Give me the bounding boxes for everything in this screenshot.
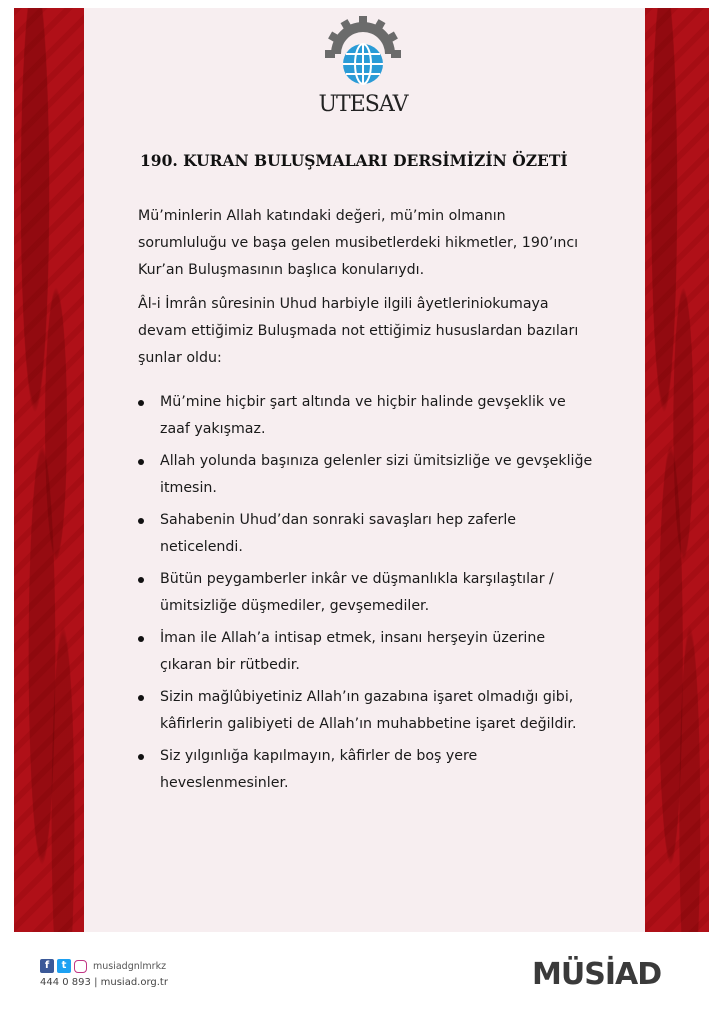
bullet-icon [138, 636, 144, 642]
logo-wordmark: UTESAV [318, 92, 408, 117]
list-item [138, 448, 598, 502]
bullet-icon [138, 400, 144, 406]
summary-list [138, 389, 598, 802]
utesav-logo [318, 14, 408, 124]
bullet-icon [138, 695, 144, 701]
instagram-icon[interactable] [74, 960, 87, 973]
bullet-icon [138, 459, 144, 465]
social-handle[interactable]: musiadgnlmrkz [93, 960, 167, 972]
list-item-text: Bütün peygamberler inkâr ve düşmanlıkla karşılaştılar / ümitsizliğe düşmediler, gevşemediler. [160, 571, 554, 614]
list-item [138, 507, 598, 561]
list-item-text: Mü’mine hiçbir şart altında ve hiçbir halinde gevşeklik ve zaaf yakışmaz. [160, 394, 566, 437]
list-item-text: Siz yılgınlığa kapılmayın, kâfirler de boş yere heveslenmesinler. [160, 748, 478, 791]
context-paragraph: Âl-i İmrân sûresinin Uhud harbiyle ilgili âyetleriniokumaya devam ettiğimiz Buluşmada not ettiğimiz hususlardan bazıları şunlar oldu: [138, 296, 579, 366]
list-item [138, 684, 598, 738]
musiad-logo: MÜSİAD [532, 957, 662, 992]
twitter-icon[interactable]: t [57, 959, 71, 973]
bullet-icon [138, 577, 144, 583]
list-item [138, 743, 598, 797]
social-links [40, 957, 166, 975]
list-item-text: Allah yolunda başınıza gelenler sizi ümitsizliğe ve gevşekliğe itmesin. [160, 453, 593, 496]
list-item [138, 389, 598, 443]
bullet-icon [138, 518, 144, 524]
list-item-text: İman ile Allah’a intisap etmek, insanı herşeyin üzerine çıkaran bir rütbedir. [160, 630, 546, 673]
gear-globe-icon [318, 14, 408, 94]
document-title: 190. KURAN BULUŞMALARI DERSİMİZİN ÖZETİ [140, 151, 568, 170]
contact-info: 444 0 893 | musiad.org.tr [40, 977, 168, 988]
left-decorative-border [14, 8, 84, 932]
list-item [138, 566, 598, 620]
bullet-icon [138, 754, 144, 760]
intro-paragraph: Mü’minlerin Allah katındaki değeri, mü’min olmanın sorumluluğu ve başa gelen musibetlerdeki hikmetler, 190’ıncı Kur’an Buluşmasının başlıca konularıydı. [138, 208, 579, 278]
list-item-text: Sahabenin Uhud’dan sonraki savaşları hep zaferle neticelendi. [160, 512, 516, 555]
facebook-icon[interactable]: f [40, 959, 54, 973]
right-decorative-border [645, 8, 709, 932]
list-item-text: Sizin mağlûbiyetiniz Allah’ın gazabına işaret olmadığı gibi, kâfirlerin galibiyeti de Allah’ın muhabbetine işaret değildir. [160, 689, 577, 732]
list-item [138, 625, 598, 679]
